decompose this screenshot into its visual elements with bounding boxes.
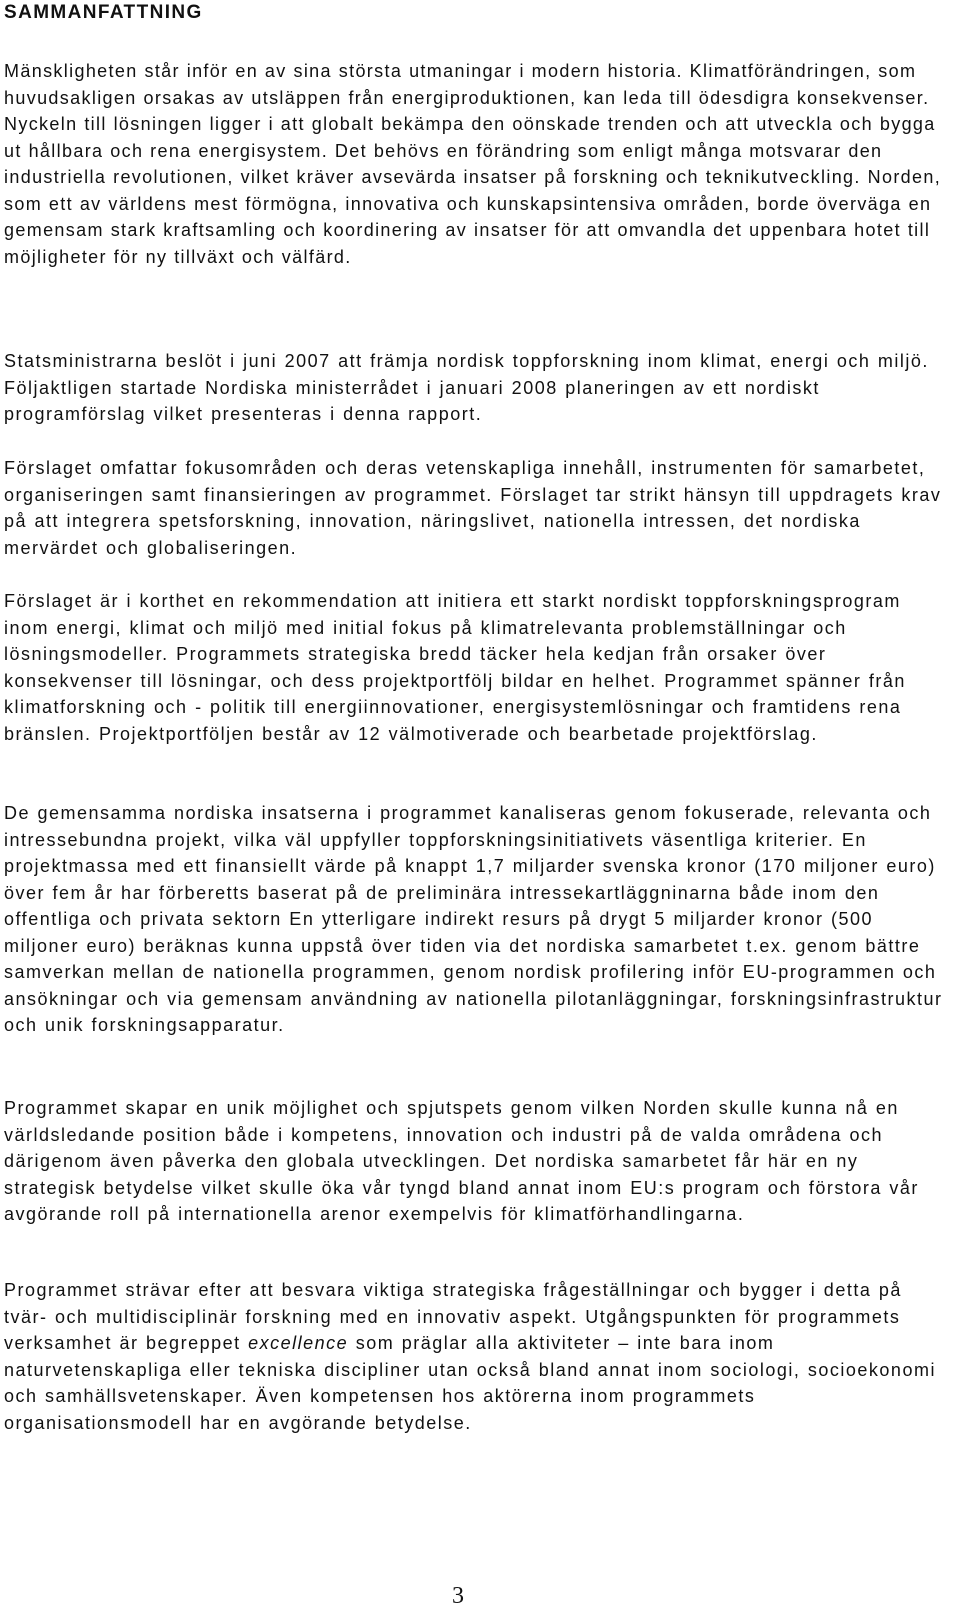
- paragraph-joint-efforts: De gemensamma nordiska insatserna i programmet kanaliseras genom fokuserade, relevanta och intressebundna projekt, vilka väl uppfyller toppforskningsinitiativets väsentliga kriterier. En projektmassa med ett finansiellt värde på knappt 1,7 miljarder svenska kronor (170 miljoner euro) över fem år har förberetts baserat på de preliminära intressekartläggninarna både inom den offentliga och privata sektorn En ytterligare indirekt resurs på drygt 5 miljarder kronor (500 miljoner euro) beräknas kunna uppstå över tiden via det nordiska samarbetet t.ex. genom bättre samverkan mellan de nationella programmen, genom nordisk profilering inför EU-programmen och ansökningar och via gemensam användning av nationella pilotanläggningar, forskningsinfrastruktur och unik forskningsapparatur.: [4, 803, 943, 1035]
- paragraph-proposal-summary: Förslaget är i korthet en rekommendation att initiera ett starkt nordiskt toppforskningsprogram inom energi, klimat och miljö med initial fokus på klimatrelevanta problemställningar och lösningsmodeller. Programmets strategiska bredd täcker hela kedjan från orsaker över konsekvenser till lösningar, och dess projektportfölj bildar en helhet. Programmet spänner från klimatforskning och - politik till energiinnovationer, energisystemlösningar och framtidens rena bränslen. Projektportföljen består av 12 välmotiverade och bearbetade projektförslag.: [4, 591, 906, 744]
- paragraph-opportunity: Programmet skapar en unik möjlighet och spjutspets genom vilken Norden skulle kunna nå en världsledande position både i kompetens, innovation och industri på de valda områdena och därigenom även påverka den globala utvecklingen. Det nordiska samarbetet får här en ny strategisk betydelse vilket skulle öka vår tyngd bland annat inom EU:s program och förstora vår avgörande roll på internationella arenor exempelvis för klimatförhandlingarna.: [4, 1098, 919, 1224]
- page-number: 3: [452, 1583, 464, 1609]
- paragraph-intro: Mänskligheten står inför en av sina största utmaningar i modern historia. Klimatförändringen, som huvudsakligen orsakas av utsläppen från energiproduktionen, kan leda till ödesdigra konsekvenser. Nyckeln till lösningen ligger i att globalt bekämpa den oönskade trenden och att utveckla och bygga ut hållbara och rena energisystem. Det behövs en förändring som enligt många motsvarar den industriella revolutionen, vilket kräver avsevärda insatser på forskning och teknikutveckling. Norden, som ett av världens mest förmögna, innovativa och kunskapsintensiva områden, borde överväga en gemensam stark kraftsamling och koordinering av insatser för att omvandla det uppenbara hotet till möjligheter för ny tillväxt och välfärd.: [4, 61, 942, 267]
- paragraph-proposal-scope: Förslaget omfattar fokusområden och deras vetenskapliga innehåll, instrumenten för samarbetet, organiseringen samt finansieringen av programmet. Förslaget tar strikt hänsyn till uppdragets krav på att integrera spetsforskning, innovation, näringslivet, nationella intressen, det nordiska mervärdet och globaliseringen.: [4, 458, 942, 558]
- paragraph-text-after-emphasis: som präglar alla aktiviteter – inte bara inom naturvetenskapliga eller tekniska discipliner utan också bland annat inom sociologi, socioekonomi och samhällsvetenskaper. Även kompetensen hos aktörerna inom programmets organisationsmodell har en avgörande betydelse.: [4, 1333, 936, 1433]
- emphasized-term: excellence: [248, 1333, 349, 1353]
- paragraph-text-before-emphasis: Programmet strävar efter att besvara viktiga strategiska frågeställningar och bygger i detta på tvär- och multidisciplinär forskning med en innovativ aspekt. Utgångspunkten för programmets verksamhet är begreppet: [4, 1280, 902, 1353]
- paragraph-background: Statsministrarna beslöt i juni 2007 att främja nordisk toppforskning inom klimat, energi och miljö. Följaktligen startade Nordiska ministerrådet i januari 2008 planeringen av ett nordiskt programförslag vilket presenteras i denna rapport.: [4, 351, 929, 424]
- paragraph-excellence: [4, 1277, 944, 1436]
- section-heading: SAMMANFATTNING: [4, 2, 203, 23]
